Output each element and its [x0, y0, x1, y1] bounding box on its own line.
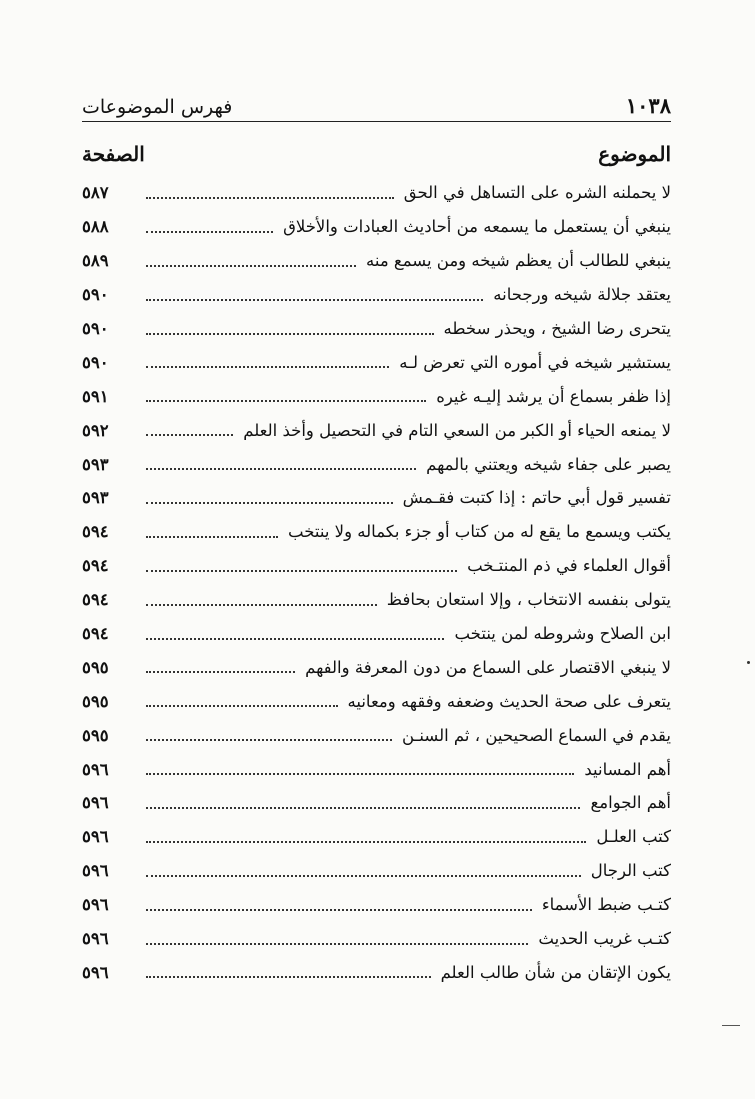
toc-entry-title: كتـب غريب الحديث	[538, 929, 671, 949]
toc-entry	[82, 210, 671, 244]
toc-entry	[82, 447, 671, 481]
dot-leader	[146, 299, 483, 301]
dot-leader	[146, 841, 586, 843]
toc-entry-page: ٥٩٤	[82, 624, 109, 644]
toc-entry-title: لا ينبغي الاقتصار على السماع من دون المعرفة والفهم	[305, 657, 671, 677]
page-number: ١٠٣٨	[625, 93, 671, 118]
toc-entry-page: ٥٩٠	[82, 285, 109, 305]
header-divider	[82, 121, 671, 122]
toc-entry-page: ٥٩٦	[82, 861, 109, 881]
dot-leader	[146, 875, 581, 877]
toc-entry-page: ٥٩٠	[82, 352, 109, 372]
toc-entry-title: كتـب ضبط الأسماء	[541, 895, 671, 915]
dot-leader	[146, 502, 393, 504]
toc-entry-page: ٥٩٢	[82, 420, 109, 440]
dot-leader	[146, 231, 273, 233]
toc-entry-title: أهم المسانيد	[584, 759, 671, 779]
toc-entry-title: تفسير قول أبي حاتم : إذا كتبت فقـمش	[402, 488, 671, 508]
toc-entry	[82, 922, 671, 956]
margin-dash	[722, 1025, 740, 1026]
topic-column-heading: الموضوع	[598, 142, 671, 166]
toc-entry	[82, 786, 671, 820]
toc-entry	[82, 684, 671, 718]
toc-entry-title: أهم الجوامع	[590, 793, 671, 813]
toc-entry-page: ٥٩٤	[82, 590, 109, 610]
toc-entry-title: يتحرى رضا الشيخ ، ويحذر سخطه	[443, 319, 671, 338]
toc-entry-page: ٥٩٦	[82, 929, 109, 949]
margin-dot	[747, 661, 750, 664]
toc-entry-title: كتب العلـل	[596, 827, 671, 847]
toc-entry	[82, 888, 671, 922]
header-title: فهرس الموضوعات	[82, 96, 233, 118]
toc-entry	[82, 481, 671, 515]
toc-entry-title: كتب الرجال	[590, 861, 671, 881]
dot-leader	[146, 604, 377, 606]
dot-leader	[146, 671, 295, 673]
toc-entry	[82, 820, 671, 854]
toc-entry-title: يصبر على جفاء شيخه ويعتني بالمهم	[426, 454, 671, 474]
dot-leader	[146, 705, 338, 707]
dot-leader	[146, 976, 431, 978]
toc-entry-title: ابن الصلاح وشروطه لمن ينتخب	[454, 624, 671, 644]
dot-leader	[146, 739, 392, 741]
toc-entry-page: ٥٩٦	[82, 962, 109, 982]
dot-leader	[146, 909, 532, 911]
toc-entry-page: ٥٩١	[82, 386, 109, 406]
toc-entry-title: أقوال العلماء في ذم المنتـخب	[467, 556, 671, 576]
toc-entry	[82, 515, 671, 549]
toc-entry-title: لا يحملنه الشره على التساهل في الحق	[403, 183, 671, 203]
toc-entry-title: يقدم في السماع الصحيحين ، ثم السنـن	[401, 725, 671, 745]
toc-entry-title: ينبغي أن يستعمل ما يسمعه من أحاديث العبادات والأخلاق	[283, 217, 671, 237]
toc-entry-page: ٥٩٥	[82, 657, 109, 677]
toc-entry-title: يكون الإتقان من شأن طالب العلم	[440, 962, 671, 982]
toc-entry	[82, 345, 671, 379]
toc-entry-page: ٥٨٩	[82, 251, 109, 271]
toc-entry	[82, 617, 671, 651]
toc-entry	[82, 955, 671, 989]
toc-entry-title: لا يمنعه الحياء أو الكبر من السعي التام في التحصيل وأخذ العلم	[243, 420, 671, 440]
toc-entry	[82, 650, 671, 684]
toc-entry	[82, 244, 671, 278]
toc-entry	[82, 176, 671, 210]
toc-entry-page: ٥٩٥	[82, 691, 109, 711]
toc-entry	[82, 278, 671, 312]
running-header	[82, 88, 671, 118]
toc-entry-page: ٥٩٦	[82, 759, 109, 779]
toc-entry-page: ٥٩٦	[82, 827, 109, 847]
toc-entry-title: ينبغي للطالب أن يعظم شيخه ومن يسمع منه	[366, 251, 671, 271]
toc-entry-title: يتولى بنفسه الانتخاب ، وإلا استعان بحافظ	[386, 590, 671, 610]
toc-entry-page: ٥٩٥	[82, 725, 109, 745]
toc-entry-page: ٥٩٦	[82, 793, 109, 813]
toc-entry	[82, 718, 671, 752]
dot-leader	[146, 468, 416, 470]
toc-entry-title: يتعرف على صحة الحديث وضعفه وفقهه ومعانيه	[347, 691, 671, 711]
page-column-heading: الصفحة	[82, 142, 145, 166]
toc-entry	[82, 413, 671, 447]
toc-entry-title: يكتب ويسمع ما يقع له من كتاب أو جزء بكماله ولا ينتخب	[288, 522, 671, 542]
dot-leader	[146, 333, 434, 335]
dot-leader	[146, 197, 394, 199]
toc-entry-page: ٥٩٦	[82, 895, 109, 915]
toc-entry-title: يستشير شيخه في أموره التي تعرض لـه	[399, 352, 671, 372]
dot-leader	[146, 807, 580, 809]
toc-entry-page: ٥٩٤	[82, 522, 109, 542]
toc-entry-title: إذا ظفر بسماع أن يرشد إليـه غيره	[436, 386, 671, 406]
dot-leader	[146, 638, 444, 640]
dot-leader	[146, 366, 389, 368]
dot-leader	[146, 536, 278, 538]
dot-leader	[146, 570, 457, 572]
toc-entry-title: يعتقد جلالة شيخه ورجحانه	[493, 285, 671, 305]
toc-entry-page: ٥٩٣	[82, 488, 109, 508]
toc-entry-page: ٥٨٨	[82, 217, 109, 237]
toc-entry-page: ٥٩٠	[82, 319, 109, 338]
toc-entry-page: ٥٩٤	[82, 556, 109, 576]
toc-entry	[82, 312, 671, 346]
toc-entry	[82, 583, 671, 617]
dot-leader	[146, 400, 426, 402]
toc-entry	[82, 752, 671, 786]
toc-entry	[82, 854, 671, 888]
toc-entry	[82, 379, 671, 413]
dot-leader	[146, 265, 356, 267]
table-of-contents	[82, 176, 671, 989]
toc-entry	[82, 549, 671, 583]
toc-entry-page: ٥٩٣	[82, 454, 109, 474]
dot-leader	[146, 773, 574, 775]
dot-leader	[146, 943, 528, 945]
dot-leader	[146, 434, 233, 436]
toc-entry-page: ٥٨٧	[82, 183, 109, 203]
column-headings	[82, 138, 671, 170]
